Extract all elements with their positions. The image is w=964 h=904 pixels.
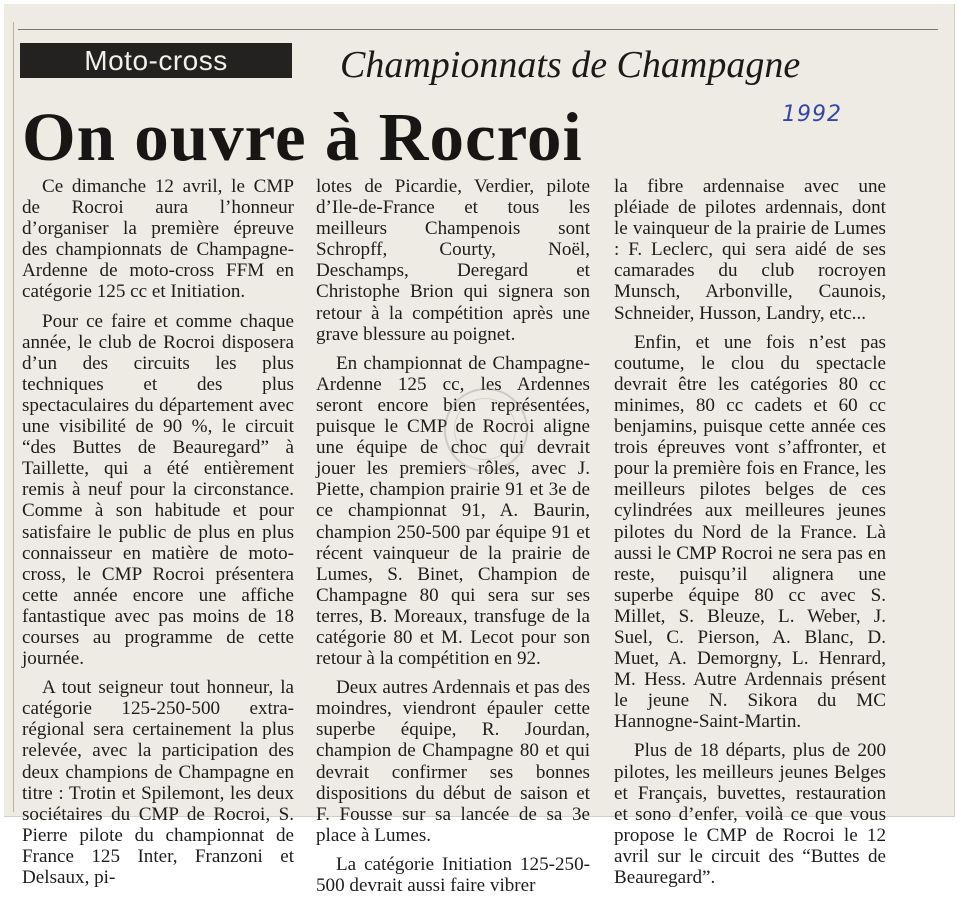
paragraph: Enfin, et une fois n’est pas coutume, le clou du spectacle devrait être les catégories 80 cc minimes, 80 cc cadets et 60 cc benjamins, puisque cette année ces trois épreuves vont s’affronter, et pour la première fois en France, les meilleurs pilotes belges de ces cylindrées aux meilleures jeunes pilotes du Nord de la France. Là aussi le CMP Rocroi ne sera pas en reste, puisqu’il alignera une superbe équipe 80 cc avec S. Millet, S. Bleuze, L. Weber, J. Suel, C. Pierson, A. Blanc, D. Muet, A. Demorgny, L. Henrard, M. Hess. Autre Ardennais présent le jeune N. Sikora du MC Hannogne-Saint-Martin. — [614, 331, 886, 733]
column-2 — [316, 176, 590, 904]
paragraph: Ce dimanche 12 avril, le CMP de Rocroi aura l’honneur d’organiser la première épreuve des championnats de Champagne-Ardenne de moto-cross FFM en catégorie 125 cc et Initiation. — [22, 176, 294, 303]
column-3 — [614, 176, 886, 896]
paragraph: la fibre ardennaise avec une pléiade de pilotes ardennais, dont le vainqueur de la prairie de Lumes : F. Leclerc, qui sera aidé de ses camarades du club rocroyen Munsch, Arbonville, Caunois, Schneider, Husson, Landry, etc... — [614, 176, 886, 324]
section-rubric: Moto-cross — [20, 43, 292, 78]
left-column-rule — [13, 22, 14, 812]
paragraph: lotes de Picardie, Verdier, pilote d’Ile-de-France et tous les meilleurs Champenois sont Schropff, Courty, Noël, Deschamps, Deregard et Christophe Brion qui signera son retour à la compétition après une grave blessure au poignet. — [316, 176, 590, 345]
newspaper-clipping — [4, 4, 955, 896]
top-rule — [18, 29, 938, 30]
article-kicker: Championnats de Champagne — [340, 44, 801, 86]
article-headline: On ouvre à Rocroi — [22, 99, 583, 175]
paragraph: A tout seigneur tout honneur, la catégorie 125-250-500 extra-régional sera certainement la plus relevée, avec la participation des deux champions de Champagne en titre : Trotin et Spilemont, les deux sociétaires du CMP de Rocroi, S. Pierre pilote du championnat de France 125 Inter, Franzoni et Delsaux, pi- — [22, 677, 294, 888]
paragraph: Deux autres Ardennais et pas des moindres, viendront épauler cette superbe équipe, R. Jourdan, champion de Champagne 80 et qui devrait confirmer ses bonnes dispositions du début de saison et F. Fousse sur sa lancée de sa 3e place à Lumes. — [316, 677, 590, 846]
paragraph: En championnat de Champagne-Ardenne 125 cc, les Ardennes seront encore bien représentées, puisque le CMP de Rocroi aligne une équipe de choc qui devrait jouer les premiers rôles, avec J. Piette, champion prairie 91 et 3e de ce championnat 91, A. Baurin, champion 250-500 par équipe 91 et récent vainqueur de la prairie de Lumes, S. Binet, Champion de Champagne 80 qui sera sur ses terres, B. Moreaux, transfuge de la catégorie 80 et M. Lecot pour son retour à la compétition en 92. — [316, 352, 590, 670]
column-1 — [22, 176, 294, 896]
handwritten-year: 1992 — [782, 102, 842, 127]
paragraph: Plus de 18 départs, plus de 200 pilotes, les meilleurs jeunes Belges et Français, buvettes, restauration et sono d’enfer, voilà ce que vous propose le CMP de Rocroi le 12 avril sur le circuit des “Buttes de Beauregard”. — [614, 740, 886, 888]
paragraph: La catégorie Initiation 125-250-500 devrait aussi faire vibrer — [316, 853, 590, 896]
paragraph: Pour ce faire et comme chaque année, le club de Rocroi disposera d’un des circuits les plus techniques et des plus spectaculaires du département avec une visibilité de 90 %, le circuit “des Buttes de Beauregard” à Taillette, qui a été entièrement remis à neuf pour la circonstance. Comme à son habitude et pour satisfaire le public de plus en plus connaisseur en matière de moto-cross, le CMP Rocroi présentera cette année encore une affiche fantastique avec pas moins de 18 courses au programme de cette journée. — [22, 310, 294, 670]
